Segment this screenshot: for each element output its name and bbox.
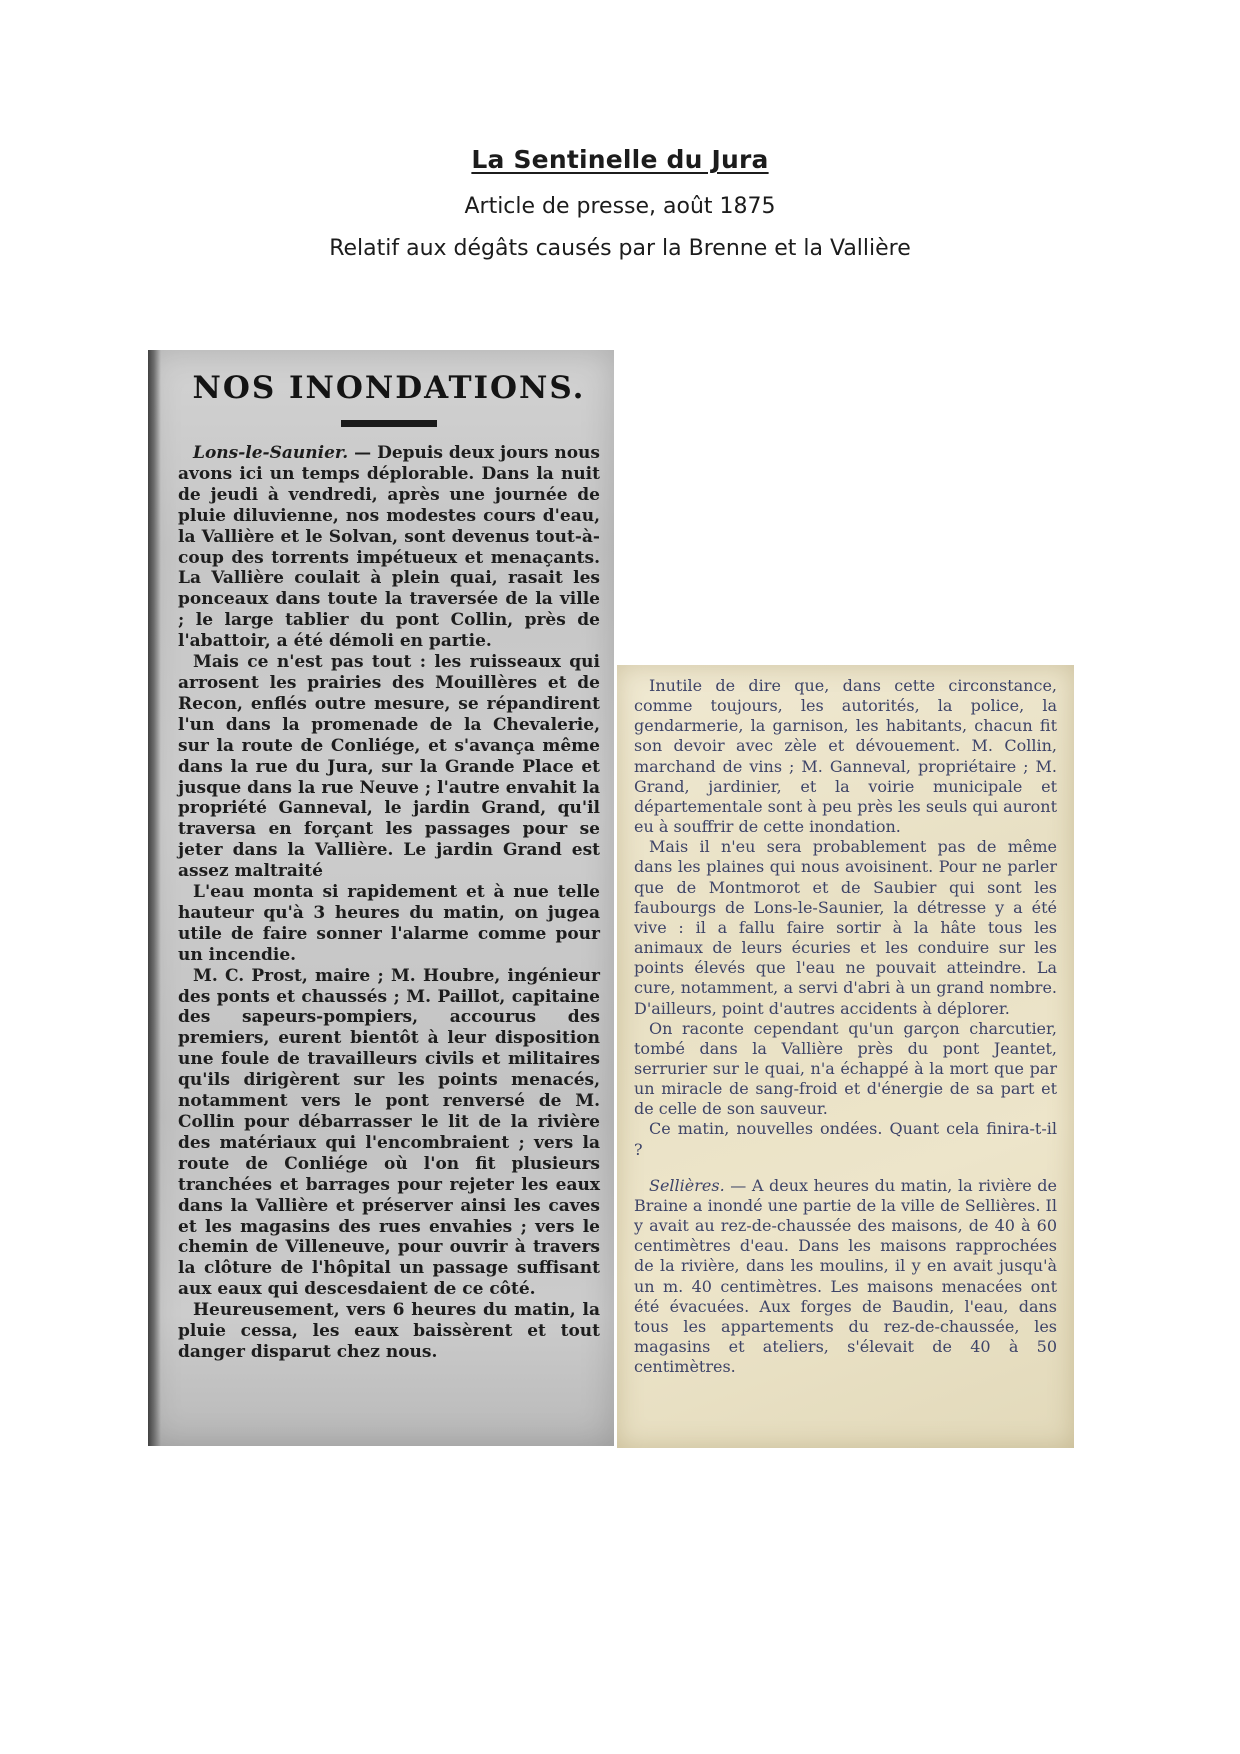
paragraph-lead: Sellières. <box>649 1175 725 1195</box>
page-description: Relatif aux dégâts causés par la Brenne et la Vallière <box>329 236 911 261</box>
paragraph-ruisseaux <box>178 652 600 882</box>
paragraph-accalmie <box>178 1300 600 1363</box>
page-title: La Sentinelle du Jura <box>471 145 769 174</box>
paragraph-text: Heureusement, vers 6 heures du matin, la pluie cessa, les eaux baissèrent et tout danger disparut chez nous. <box>178 1300 600 1362</box>
paragraph-text: Ce matin, nouvelles ondées. Quant cela finira-t-il ? <box>634 1119 1057 1159</box>
paragraph-garcon-charcutier <box>634 1019 1057 1120</box>
paragraph-ondees <box>634 1119 1057 1159</box>
paragraph-lead: Lons-le-Saunier. <box>193 443 349 463</box>
paragraph-alarme <box>178 882 600 966</box>
paragraph-autorites <box>178 966 600 1301</box>
clipping-headline: NOS INONDATIONS. <box>192 370 586 406</box>
paragraph-text: — Depuis deux jours nous avons ici un temps déplorable. Dans la nuit de jeudi à vendredi, après une journée de pluie diluvienne, nos modestes cours d'eau, la Vallière et le Solvan, sont devenus tout-à-coup des torrents impétueux et menaçants. La Vallière coulait à plein quai, rasait les ponceaux dans toute la traversée de la ville ; le large tablier du pont Collin, près de l'abattoir, a été démoli en partie. <box>178 443 600 652</box>
paragraph-sellieres <box>634 1176 1057 1378</box>
paragraph-text: M. C. Prost, maire ; M. Houbre, ingénieur des ponts et chaussés ; M. Paillot, capitaine des sapeurs-pompiers, accourus des premiers, eurent bientôt à leur disposition une foule de travailleurs civils et militaires qu'ils dirigèrent sur les points menacés, notamment vers le pont renversé de M. Collin pour débarrasser le lit de la rivière des matériaux qui l'encombraient ; vers la route de Conliége où l'on fit plusieurs tranchées et barrages pour rejeter les eaux dans la Vallière et préserver ainsi les caves et les magasins des rues envahies ; vers le chemin de Villeneuve, pour ouvrir à travers la clôture de l'hôpital un passage suffisant aux eaux qui descesdaient de ce côté. <box>178 965 600 1300</box>
page-subtitle: Article de presse, août 1875 <box>464 194 776 219</box>
clipping-left-content <box>148 350 614 1373</box>
paragraph-text: Mais ce n'est pas tout : les ruisseaux qui arrosent les prairies des Mouillères et de Recon, enflés outre mesure, se répandirent l'un dans la promenade de la Chevalerie, sur la route de Conliége, et s'avança même dans la rue du Jura, sur la Grande Place et jusque dans la rue Neuve ; l'autre envahit la propriété Ganneval, le jardin Grand, qu'il traversa en forçant les passages pour se jeter dans la Vallière. Le jardin Grand est assez maltraité <box>178 652 600 882</box>
paragraph-devouement <box>634 676 1057 837</box>
document-header <box>0 145 1240 261</box>
paragraph-text: Mais il n'eu sera probablement pas de même dans les plaines qui nous avoisinent. Pour ne parler que de Montmorot et de Saubier qui sont les faubourgs de Lons-le-Saunier, la détresse y a été vive : il a fallu faire sortir à la hâte tous les animaux de leurs écuries et les conduire sur les points élevés que l'eau ne pouvait atteindre. La cure, notamment, a servi d'abri à un grand nombre. D'ailleurs, point d'autres accidents à déplorer. <box>634 837 1057 1018</box>
paragraph-text: On raconte cependant qu'un garçon charcutier, tombé dans la Vallière près du pont Jeantet, serrurier sur le quai, n'a échappé à la mort que par un miracle de sang-froid et d'énergie de sa part et de celle de son sauveur. <box>634 1018 1057 1119</box>
paragraph-text: Inutile de dire que, dans cette circonstance, comme toujours, les autorités, la police, la gendarmerie, la garnison, les habitants, chacun fit son devoir avec zèle et dévouement. M. Collin, marchand de vins ; M. Ganneval, propriétaire ; M. Grand, jardinier, et la voirie municipale et départementale sont à peu près les seuls qui auront eu à souffrir de cette inondation. <box>634 676 1057 837</box>
clipping-right-content <box>617 665 1074 1385</box>
paragraph-plaines <box>634 837 1057 1018</box>
newspaper-clipping-right <box>617 665 1074 1448</box>
paragraph-text: — A deux heures du matin, la rivière de Braine a inondé une partie de la ville de Sellières. Il y avait au rez-de-chaussée des maisons, de 40 à 60 centimètres d'eau. Dans les maisons rapprochées de la rivière, dans les moulins, il y en avait jusqu'à un m. 40 centimètres. Les maisons menacées ont été évacuées. Aux forges de Baudin, l'eau, dans tous les appartements du rez-de-chaussée, les magasins et ateliers, s'élevait de 40 à 50 centimètres. <box>634 1175 1057 1377</box>
paragraph-lons-le-saunier <box>178 443 600 652</box>
newspaper-clipping-left <box>148 350 614 1446</box>
paragraph-text: L'eau monta si rapidement et à nue telle hauteur qu'à 3 heures du matin, on jugea utile de faire sonner l'alarme comme pour un incendie. <box>178 882 600 965</box>
headline-rule <box>341 420 437 427</box>
